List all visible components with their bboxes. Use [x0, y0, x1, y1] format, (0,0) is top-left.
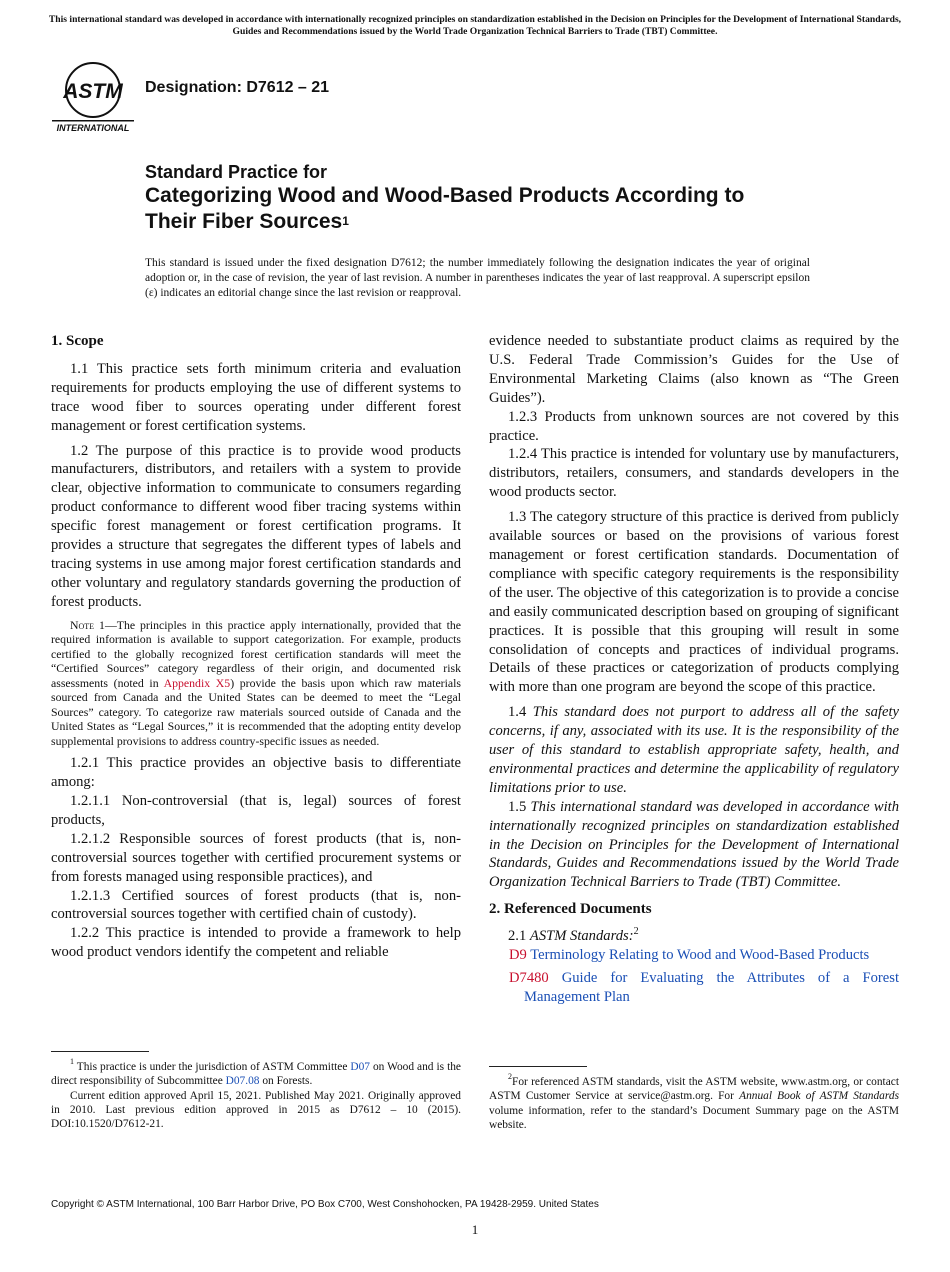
document-title — [145, 161, 845, 237]
astm-logo — [52, 62, 134, 136]
footnote-2-text-b: volume information, refer to the standard’s Document Summary page on the ASTM website. — [489, 1104, 899, 1131]
footnote-1-text-b: on Wood and is the direct responsibility of Subcommittee — [51, 1061, 461, 1088]
para-1-4-text: This standard does not purport to address all of the safety concerns, if any, associated with its use. It is the responsibility of the user of this standard to establish appropriate safety, health, and environmental practices and determine the applicability of regulatory limitations prior to use. — [489, 704, 899, 796]
footnote-2-text-a: For referenced ASTM standards, visit the ASTM website, www.astm.org, or contact ASTM Customer Service at service@astm.org. For — [489, 1076, 899, 1103]
para-1-2-2: 1.2.2 This practice is intended to provide a framework to help wood product vendors identify the competent and reliable — [51, 925, 461, 961]
footnote-rule-right — [489, 1066, 587, 1067]
para-1-4-num: 1.4 — [508, 704, 527, 721]
footnote-2 — [489, 1072, 900, 1132]
para-1-2-1: 1.2.1 This practice provides an objective basis to differentiate among: — [51, 755, 461, 791]
para-1-3: 1.3 The category structure of this practice is derived from publicly available sources or based on the provisions of various forest management or forest certification standards. Documentation of compliance with specific category requirements is the responsibility of the user. The objective of this categorization is to provide a concise and easily communicated description based on grouping of significant practices. It is possible that this grouping will result in some consolidation of concepts and practices of individual programs. Details of these practices or categorization of products complying with more than one program are beyond the scope of this practice. — [489, 509, 899, 696]
para-1-2: 1.2 The purpose of this practice is to provide wood products manufacturers, distributors, and retailers with a system to provide clear, objective information to communicate to consumers regarding product conformance to different wood fiber tracing systems within specific forest management or forest certification programs. It provides a structure that segregates the different types of labels and tracing systems in use among major forest certification standards and other voluntary and regulatory standards governing the production of forest products. — [51, 442, 461, 610]
section-1-heading: 1. Scope — [51, 333, 104, 349]
reference-code[interactable]: D7480 — [509, 969, 549, 986]
para-1-5-num: 1.5 — [508, 798, 527, 815]
para-1-2-2-cont: evidence needed to substantiate product claims as required by the U.S. Federal Trade Commission’s Guides for the Use of Environmental Marketing Claims (also known as “The Green Guides”). — [489, 333, 899, 406]
logo-text: ASTM — [63, 80, 123, 103]
reference-title[interactable]: Terminology Relating to Wood and Wood-Based Products — [530, 946, 870, 963]
footnote-1-text-a: This practice is under the jurisdiction of ASTM Committee — [76, 1061, 351, 1073]
para-1-1: 1.1 This practice sets forth minimum criteria and evaluation requirements for products employing the use of different systems to trace wood fiber to sources operating under different forest management or forest certification systems. — [51, 360, 461, 434]
note-label: Note 1 — [70, 617, 105, 632]
right-column — [489, 332, 899, 1011]
designation: Designation: D7612 – 21 — [145, 79, 330, 96]
reference-d7480[interactable] — [493, 969, 899, 1007]
reference-code[interactable]: D9 — [509, 946, 527, 963]
designation-intro: This standard is issued under the fixed designation D7612; the number immediately following the designation indicates the year of original adoption or, in the case of revision, the year of last revision. A number in parentheses indicates the year of last reapproval. A superscript epsilon (ε) indicates an editorial change since the last revision or reapproval. — [145, 257, 810, 299]
para-2-1-footnote-mark: 2 — [633, 926, 639, 938]
para-1-4 — [489, 703, 899, 798]
footnote-2-italic: Annual Book of ASTM Standards — [739, 1090, 900, 1103]
para-1-2-1-1: 1.2.1.1 Non-controversial (that is, legal) sources of forest products, — [51, 793, 461, 828]
committee-d07-link[interactable]: D07 — [350, 1061, 370, 1073]
para-1-2-1-2: 1.2.1.2 Responsible sources of forest products (that is, non-controversial sources together with certified procurement systems or from forests managed using responsible practices), and — [51, 830, 461, 885]
para-1-5-text: This international standard was developed in accordance with internationally recognized principles on standardization established in the Decision on Principles for the Development of International Standards, Guides and Recommendations issued by the World Trade Organization Technical Barriers to Trade (TBT) Committee. — [489, 798, 900, 891]
footnote-1-text-c: on Forests. — [259, 1075, 313, 1088]
note-text-b: ) provide the basis upon which raw materials sourced from Canada and the United States can be deemed to meet the “Legal Sources” category. To categorize raw materials sourced outside of Canada and the United States as “Legal Sources,” it is recommended that the adopting entity develop supplemental provisions to address country-specific issues as needed. — [51, 675, 461, 748]
section-2-heading: 2. Referenced Documents — [489, 901, 652, 918]
appendix-x5-link[interactable]: Appendix X5 — [163, 675, 231, 690]
para-2-1-text: ASTM Standards: — [529, 928, 634, 945]
footnote-2-mark: 2 — [508, 1072, 512, 1082]
left-column — [51, 332, 461, 968]
footnote-1-edition: Current edition approved April 15, 2021. Published May 2021. Originally approved in 2010. Last previous edition approved in 2015 as D7612 – 10 (2015). DOI:10.1520/D7612-21. — [51, 1089, 461, 1131]
copyright-line: Copyright © ASTM International, 100 Barr Harbor Drive, PO Box C700, West Conshohocken, PA 19428-2959. United States — [51, 1199, 599, 1210]
subcommittee-d07-08-link[interactable]: D07.08 — [225, 1075, 260, 1088]
footnote-1-mark: 1 — [70, 1057, 74, 1067]
para-2-1 — [489, 923, 899, 946]
para-1-2-3: 1.2.3 Products from unknown sources are not covered by this practice. — [489, 408, 899, 444]
para-2-1-num: 2.1 — [508, 928, 527, 945]
reference-title[interactable]: Guide for Evaluating the Attributes of a Forest Management Plan — [524, 969, 899, 1005]
title-line-1: Standard Practice for — [145, 162, 328, 182]
tbt-notice: This international standard was developed in accordance with internationally recognized principles on standardization established in the Decision on Principles for the Development of International Standards, Guides and Recommendations issued by the World Trade Organization Technical Barriers to Trade (TBT) Committee. — [48, 14, 902, 37]
page-number: 1 — [471, 1222, 479, 1237]
footnote-1 — [51, 1057, 461, 1131]
note-text-a: —The principles in this practice apply internationally, provided that the required information is available to support categorization. For example, products certified to the globally recognized forest certification standards will meet the “Certified Sources” category regardless of their origin, and documented risk assessments (noted in — [51, 617, 462, 690]
title-footnote-mark: 1 — [342, 214, 349, 228]
para-1-2-4: 1.2.4 This practice is intended for voluntary use by manufacturers, distributors, retailers, consumers, and standards developers in the wood products sector. — [489, 446, 899, 501]
logo-subtext: INTERNATIONAL — [56, 123, 130, 133]
title-line-2: Categorizing Wood and Wood-Based Products According to — [145, 184, 745, 207]
footnote-rule-left — [51, 1051, 149, 1052]
reference-d9[interactable] — [493, 946, 899, 965]
title-line-3: Their Fiber Sources — [145, 210, 343, 233]
note-1 — [51, 618, 461, 749]
para-1-2-1-3: 1.2.1.3 Certified sources of forest products (that is, non-controversial sources together with certified chain of custody). — [51, 887, 461, 923]
para-1-5 — [489, 798, 899, 893]
